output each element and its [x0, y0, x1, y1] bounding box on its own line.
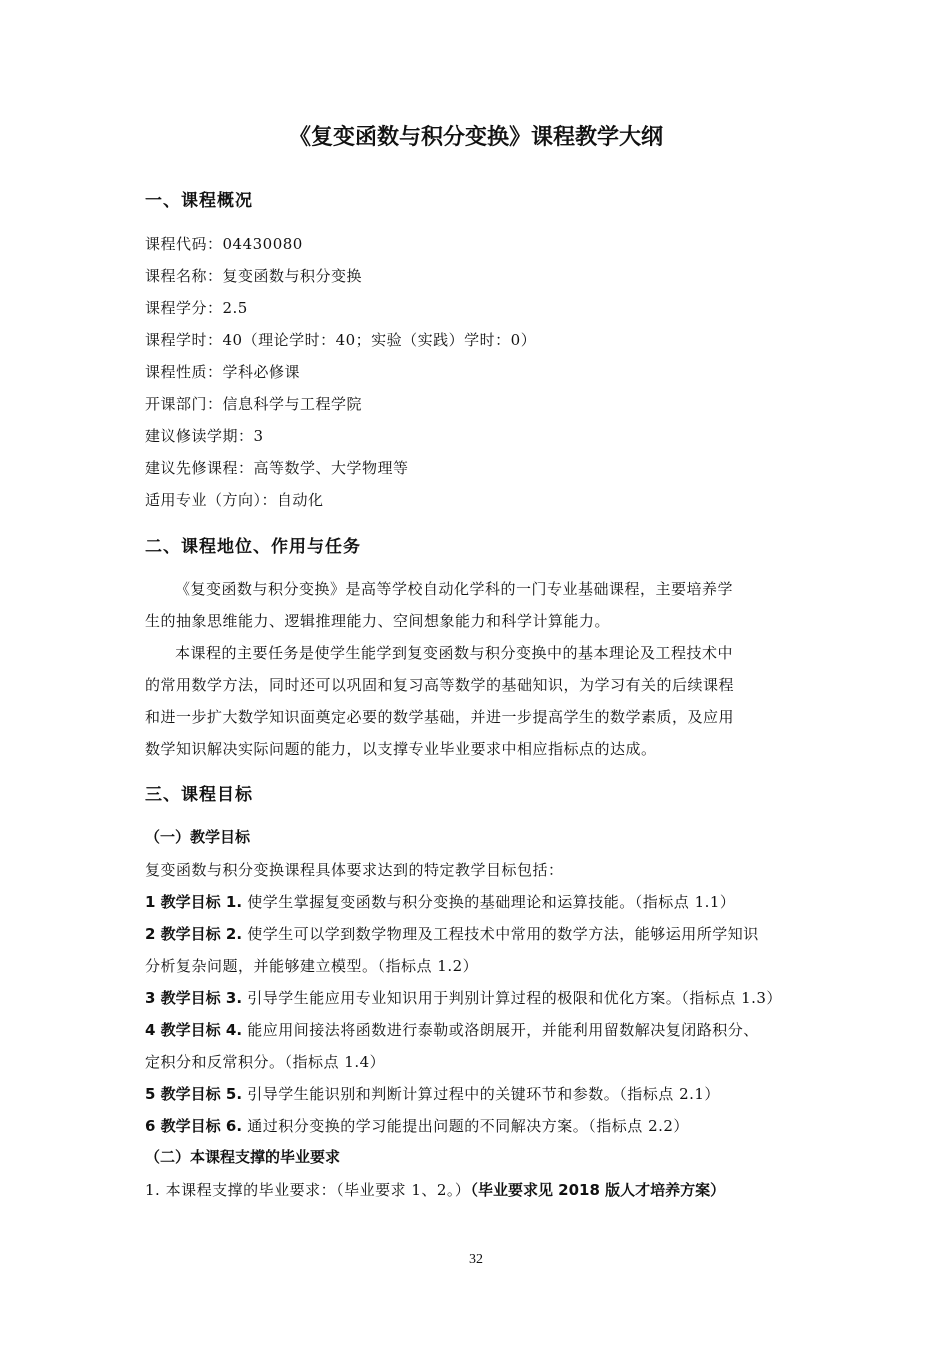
goal-label: 2 教学目标 2.: [145, 925, 243, 943]
course-name: 课程名称：复变函数与积分变换: [145, 267, 363, 285]
subsection-teaching-goals: （一）教学目标: [145, 828, 251, 846]
goal-4-continued: [145, 1051, 385, 1072]
goal-label: 4 教学目标 4.: [145, 1021, 243, 1039]
paragraph-line: 和进一步扩大数学知识面奠定必要的数学基础，并进一步提高学生的数学素质，及应用: [145, 708, 735, 726]
requirement-text: 1. 本课程支撑的毕业要求：（毕业要求 1、2。）: [145, 1181, 471, 1199]
graduation-requirement: [145, 1179, 725, 1200]
course-semester: 建议修读学期：3: [145, 427, 264, 445]
course-credits: 课程学分：2.5: [145, 299, 248, 317]
goal-3: [145, 987, 782, 1008]
goal-text: 引导学生能应用专业知识用于判别计算过程的极限和优化方案。（指标点 1.3）: [242, 989, 782, 1007]
subsection-graduation-requirements: （二）本课程支撑的毕业要求: [145, 1148, 341, 1166]
goals-intro: 复变函数与积分变换课程具体要求达到的特定教学目标包括：: [145, 861, 564, 879]
goal-text: 分析复杂问题，并能够建立模型。（指标点 1.2）: [145, 957, 479, 975]
goal-label: 6 教学目标 6.: [145, 1117, 243, 1135]
goal-4: [145, 1019, 759, 1040]
paragraph-line: 本课程的主要任务是使学生能学到复变函数与积分变换中的基本理论及工程技术中: [175, 644, 734, 662]
paragraph-line: 数学知识解决实际问题的能力，以支撑专业毕业要求中相应指标点的达成。: [145, 740, 657, 758]
goal-text: 使学生可以学到数学物理及工程技术中常用的数学方法，能够运用所学知识: [242, 925, 759, 943]
goal-label: 3 教学目标 3.: [145, 989, 243, 1007]
goal-text: 通过积分变换的学习能提出问题的不同解决方案。（指标点 2.2）: [242, 1117, 689, 1135]
course-major: 适用专业（方向）：自动化: [145, 491, 324, 509]
goal-2-continued: [145, 955, 478, 976]
document-title: 《复变函数与积分变换》课程教学大纲: [288, 124, 663, 150]
goal-text: 能应用间接法将函数进行泰勒或洛朗展开，并能利用留数解决复闭路积分、: [242, 1021, 759, 1039]
course-department: 开课部门：信息科学与工程学院: [145, 395, 363, 413]
paragraph-line: 《复变函数与积分变换》是高等学校自动化学科的一门专业基础课程，主要培养学: [175, 580, 734, 598]
section-3-heading: 三、课程目标: [145, 785, 253, 805]
paragraph-line: 的常用数学方法，同时还可以巩固和复习高等数学的基础知识，为学习有关的后续课程: [145, 676, 735, 694]
goal-text: 使学生掌握复变函数与积分变换的基础理论和运算技能。（指标点 1.1）: [242, 893, 736, 911]
goal-1: [145, 891, 735, 912]
goal-6: [145, 1115, 689, 1136]
course-prerequisites: 建议先修课程：高等数学、大学物理等: [145, 459, 409, 477]
course-code: 课程代码：04430080: [145, 235, 303, 253]
course-nature: 课程性质：学科必修课: [145, 363, 301, 381]
paragraph-line: 生的抽象思维能力、逻辑推理能力、空间想象能力和科学计算能力。: [145, 612, 611, 630]
section-2-heading: 二、课程地位、作用与任务: [145, 537, 361, 557]
goal-5: [145, 1083, 720, 1104]
goal-text: 引导学生能识别和判断计算过程中的关键环节和参数。（指标点 2.1）: [242, 1085, 720, 1103]
course-hours: 课程学时：40（理论学时：40；实验（实践）学时：0）: [145, 331, 537, 349]
section-1-heading: 一、课程概况: [145, 191, 253, 211]
goal-label: 1 教学目标 1.: [145, 893, 243, 911]
goal-label: 5 教学目标 5.: [145, 1085, 243, 1103]
goal-text: 定积分和反常积分。（指标点 1.4）: [145, 1053, 386, 1071]
requirement-reference: （毕业要求见 2018 版人才培养方案）: [470, 1181, 726, 1199]
page-number: 32: [469, 1252, 483, 1267]
goal-2: [145, 923, 759, 944]
